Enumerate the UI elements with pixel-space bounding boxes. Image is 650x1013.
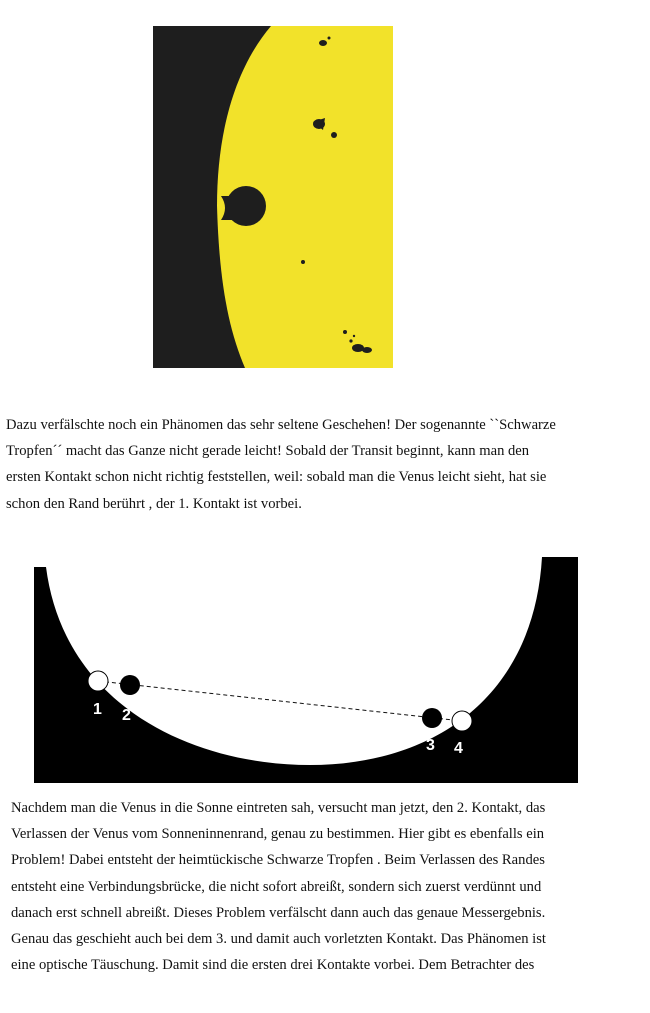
- contacts-diagram: [34, 557, 578, 783]
- sky-background: [34, 557, 578, 783]
- paragraph-second-contact: [11, 795, 636, 978]
- contact-label-4: 4: [454, 740, 463, 757]
- text-line: Nachdem man die Venus in die Sonne eintreten sah, versucht man jetzt, den 2. Kontakt, das: [11, 800, 546, 816]
- venus-contact-3: [422, 708, 442, 728]
- contact-label-3: 3: [426, 737, 435, 754]
- text-line: ersten Kontakt schon nicht richtig feststellen, weil: sobald man die Venus leicht sieht, hat sie: [6, 469, 547, 486]
- contact-label-2: 2: [122, 707, 131, 724]
- text-line: entsteht eine Verbindungsbrücke, die nicht sofort abreißt, sondern sich zuerst verdünnt und: [11, 878, 542, 895]
- text-line: Verlassen der Venus vom Sonneninnenrand, genau zu bestimmen. Hier gibt es ebenfalls ein: [11, 826, 545, 843]
- text-line: Tropfen´´ macht das Ganze nicht gerade leicht! Sobald der Transit beginnt, kann man den: [6, 443, 530, 460]
- text-line: eine optische Täuschung. Damit sind die ersten drei Kontakte vorbei. Dem Betrachter des: [11, 957, 535, 974]
- paragraph-black-drop-intro: [6, 412, 638, 517]
- transit-path: [98, 681, 462, 721]
- venus-contact-1: [88, 671, 108, 691]
- text-line: Genau das geschieht auch bei dem 3. und damit auch vorletzten Kontakt. Das Phänomen ist: [11, 931, 546, 948]
- black-drop-photo: [153, 26, 393, 368]
- text-line: danach erst schnell abreißt. Dieses Problem verfälscht dann auch das genaue Messergebnis.: [11, 904, 546, 921]
- venus-contact-4: [452, 711, 472, 731]
- text-line: Problem! Dabei entsteht der heimtückische Schwarze Tropfen . Beim Verlassen des Randes: [11, 852, 545, 869]
- contact-label-1: 1: [93, 701, 102, 718]
- text-line: Dazu verfälschte noch ein Phänomen das sehr seltene Geschehen! Der sogenannte ``Schwarze: [6, 417, 556, 433]
- venus-contact-2: [120, 675, 140, 695]
- text-line: schon den Rand berührt , der 1. Kontakt ist vorbei.: [6, 495, 302, 512]
